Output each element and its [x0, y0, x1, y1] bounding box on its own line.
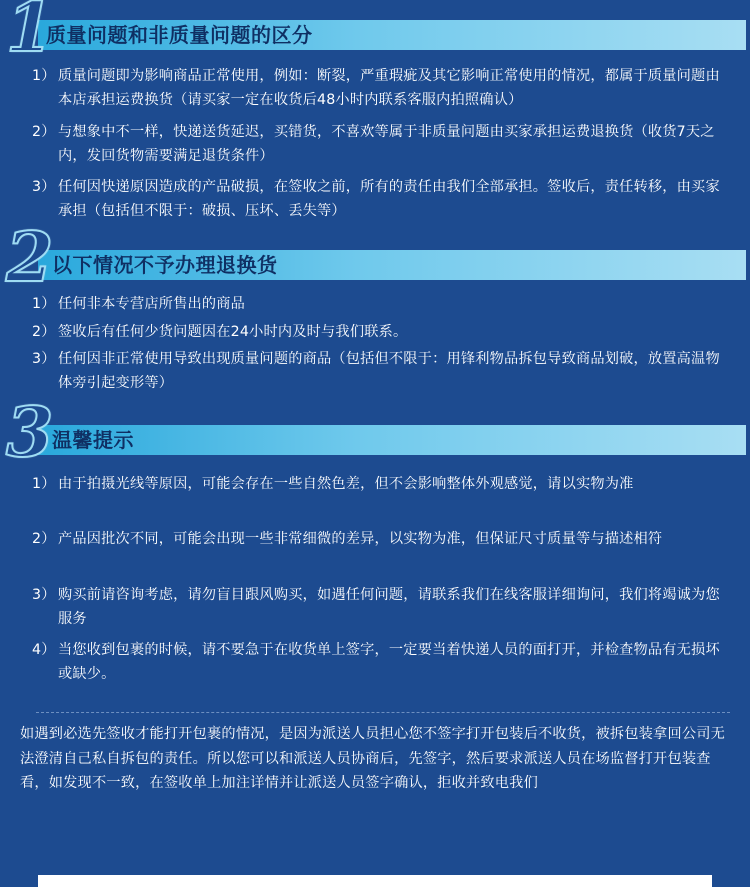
item-number: 1） — [32, 296, 56, 312]
section-3-item-3 — [32, 583, 732, 631]
item-number: 2） — [32, 124, 56, 140]
item-number: 2） — [32, 324, 56, 340]
section-1-item-1 — [32, 64, 732, 112]
section-number: 2 — [6, 218, 54, 298]
section-3-item-4 — [32, 638, 732, 686]
item-text: 由于拍摄光线等原因，可能会存在一些自然色差，但不会影响整体外观感觉，请以实物为准 — [58, 476, 634, 492]
item-number: 3） — [32, 587, 56, 603]
dashed-divider — [36, 712, 730, 713]
item-text: 签收后有任何少货问题因在24小时内及时与我们联系。 — [58, 324, 408, 340]
section-3-item-1 — [32, 472, 732, 496]
section-3-header — [0, 393, 750, 473]
item-number: 2） — [32, 531, 56, 547]
section-number: 1 — [6, 0, 54, 68]
item-text: 任何非本专营店所售出的商品 — [58, 296, 246, 312]
item-number: 4） — [32, 642, 56, 658]
item-number: 1） — [32, 68, 56, 84]
delivery-notice: 如遇到必选先签收才能打开包裹的情况，是因为派送人员担心您不签字打开包装后不收货，被拆包装拿回公司无法澄清自己私自拆包的责任。所以您可以和派送人员协商后，先签字，然后要求派送人员在场监督打开包装查看，如发现不一致，在签收单上加注详情并让派送人员签字确认，拒收并致电我们 — [20, 726, 725, 791]
section-title: 质量问题和非质量问题的区分 — [46, 23, 313, 47]
section-number: 3 — [6, 393, 54, 473]
bottom-white-panel — [38, 875, 712, 887]
section-2-header — [0, 218, 750, 298]
section-3-item-2 — [32, 527, 732, 551]
section-2-item-2 — [32, 320, 732, 344]
item-text: 与想象中不一样，快递送货延迟，买错货，不喜欢等属于非质量问题由买家承担运费退换货（收货7天之内，发回货物需要满足退货条件） — [58, 124, 715, 164]
item-text: 质量问题即为影响商品正常使用，例如：断裂，严重瑕疵及其它影响正常使用的情况，都属于质量问题由本店承担运费换货（请买家一定在收货后48小时内联系客服内拍照确认） — [58, 68, 720, 108]
section-2-item-1 — [32, 292, 732, 316]
item-text: 任何因快递原因造成的产品破损，在签收之前，所有的责任由我们全部承担。签收后，责任转移，由买家承担（包括但不限于：破损、压坏、丢失等） — [58, 179, 720, 219]
item-text: 当您收到包裹的时候，请不要急于在收货单上签字，一定要当着快递人员的面打开，并检查物品有无损坏或缺少。 — [58, 642, 720, 682]
section-title: 以下情况不予办理退换货 — [52, 253, 278, 277]
item-text: 购买前请咨询考虑，请勿盲目跟风购买，如遇任何问题，请联系我们在线客服详细询问，我们将竭诚为您服务 — [58, 587, 720, 627]
section-2-item-3 — [32, 347, 732, 395]
section-1-item-3 — [32, 175, 732, 223]
section-header-bar — [38, 425, 746, 455]
section-title: 温馨提示 — [52, 428, 134, 452]
item-text: 任何因非正常使用导致出现质量问题的商品（包括但不限于：用锋利物品拆包导致商品划破，放置高温物体旁引起变形等） — [58, 351, 720, 391]
section-1-item-2 — [32, 120, 732, 168]
item-number: 1） — [32, 476, 56, 492]
section-1-header — [0, 0, 750, 68]
item-number: 3） — [32, 179, 56, 195]
item-number: 3） — [32, 351, 56, 367]
item-text: 产品因批次不同，可能会出现一些非常细微的差异，以实物为准，但保证尺寸质量等与描述相符 — [58, 531, 663, 547]
